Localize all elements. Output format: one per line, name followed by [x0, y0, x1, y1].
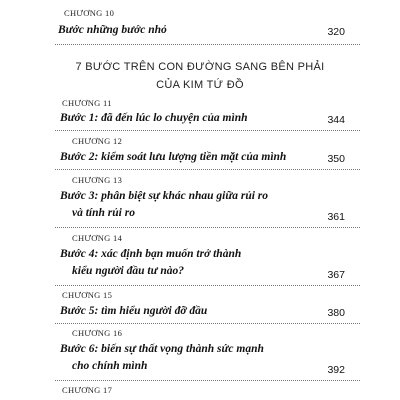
chapter-11-page: 344: [327, 114, 345, 126]
divider: [55, 323, 360, 324]
part-title-line2: CỦA KIM TỨ ĐỒ: [156, 79, 244, 91]
chapter-14-title: xác định bạn muốn trở thành: [101, 248, 242, 260]
chapter-14-page: 367: [327, 269, 345, 281]
chapter-13-step: Bước 3:: [60, 190, 99, 202]
divider: [55, 285, 360, 286]
chapter-11-step: Bước 1:: [60, 112, 99, 124]
chapter-15-label: CHƯƠNG 15: [62, 290, 113, 300]
divider: [55, 44, 360, 45]
chapter-12-title: kiểm soát lưu lượng tiền mặt của mình: [101, 151, 287, 163]
chapter-14-entry: [60, 246, 241, 263]
divider: [55, 380, 360, 381]
chapter-13-title-cont: và tính rủi ro: [72, 207, 135, 219]
chapter-12-page: 350: [327, 153, 345, 165]
chapter-16-title-cont: cho chính mình: [72, 360, 148, 372]
chapter-12-label: CHƯƠNG 12: [72, 136, 123, 146]
chapter-16-title: biến sự thất vọng thành sức mạnh: [101, 343, 264, 355]
chapter-14-label: CHƯƠNG 14: [72, 233, 123, 243]
chapter-10-label: CHƯƠNG 10: [64, 8, 115, 18]
chapter-15-title: tìm hiểu người đỡ đầu: [101, 305, 208, 317]
chapter-16-page: 392: [327, 364, 345, 376]
chapter-16-label: CHƯƠNG 16: [72, 328, 123, 338]
chapter-16-entry: [60, 341, 264, 358]
chapter-13-title: phân biệt sự khác nhau giữa rủi ro: [101, 190, 269, 202]
chapter-12-step: Bước 2:: [60, 151, 99, 163]
chapter-15-entry: [60, 303, 207, 320]
chapter-15-step: Bước 5:: [60, 305, 99, 317]
chapter-11-title: đã đến lúc lo chuyện của mình: [101, 112, 248, 124]
chapter-10-page: 320: [327, 26, 345, 38]
chapter-10-title: Bước những bước nhỏ: [58, 24, 167, 36]
chapter-12-entry: [60, 149, 286, 166]
chapter-17-label: CHƯƠNG 17: [62, 385, 113, 395]
chapter-13-page: 361: [327, 211, 345, 223]
chapter-15-page: 380: [327, 307, 345, 319]
divider: [55, 169, 360, 170]
chapter-11-label: CHƯƠNG 11: [62, 98, 112, 108]
divider: [55, 130, 360, 131]
chapter-13-entry: [60, 188, 268, 205]
chapter-16-step: Bước 6:: [60, 343, 99, 355]
divider: [55, 227, 360, 228]
chapter-14-step: Bước 4:: [60, 248, 99, 260]
part-title-line1: 7 BƯỚC TRÊN CON ĐƯỜNG SANG BÊN PHẢI: [75, 61, 325, 73]
chapter-13-label: CHƯƠNG 13: [72, 175, 123, 185]
chapter-14-title-cont: kiểu người đầu tư nào?: [72, 265, 184, 277]
chapter-11-entry: [60, 110, 248, 127]
